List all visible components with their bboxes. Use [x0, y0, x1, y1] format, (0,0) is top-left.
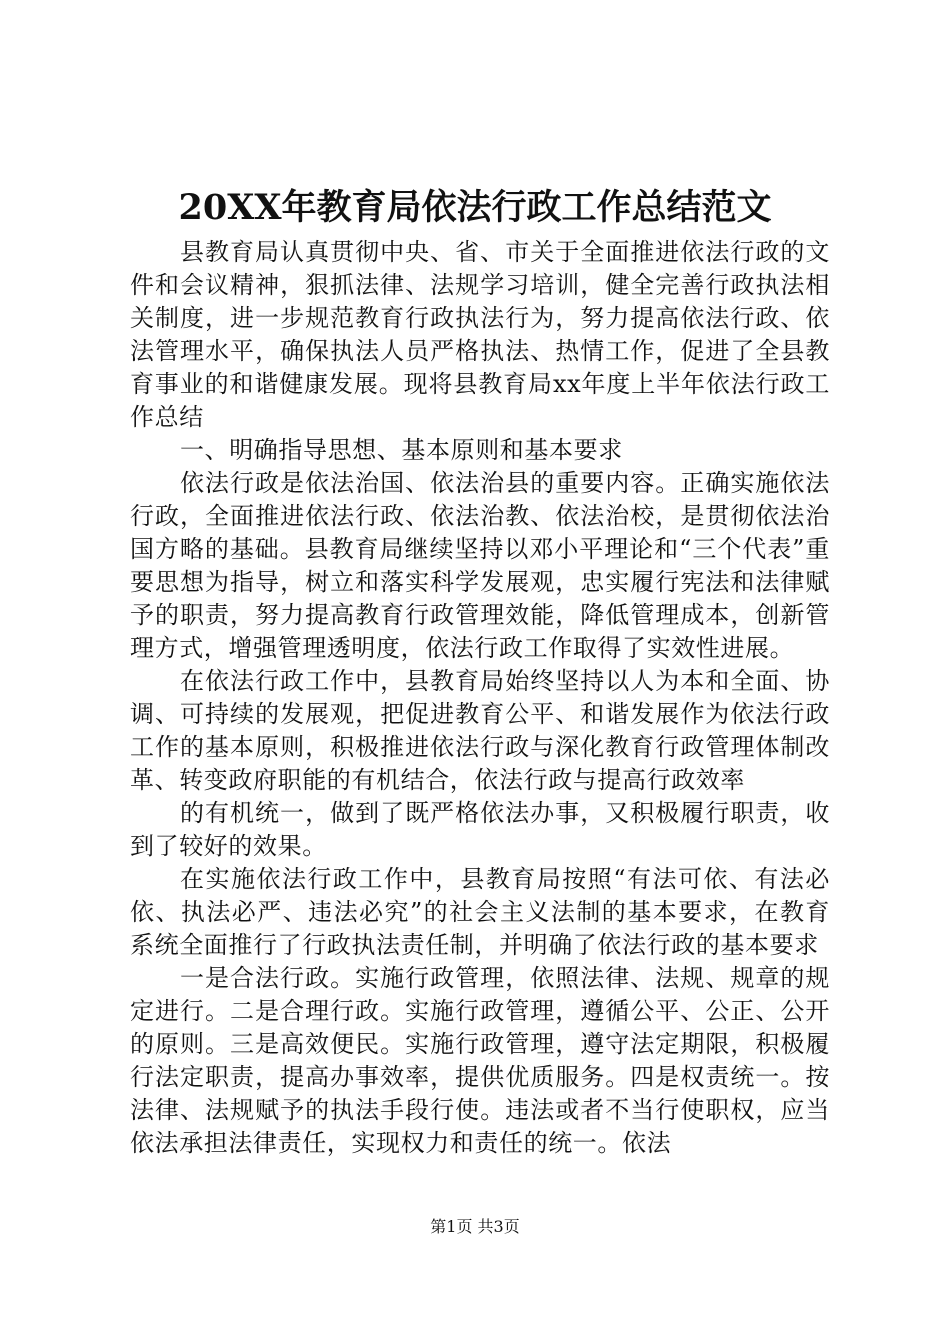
- section-heading: 一、明确指导思想、基本原则和基本要求: [180, 436, 623, 464]
- document-body: [130, 236, 830, 1160]
- paragraph: 一是合法行政。实施行政管理，依照法律、法规、规章的规定进行。二是合理行政。实施行政管理，遵循公平、公正、公开的原则。三是高效便民。实施行政管理，遵守法定期限，积极履行法定职责，提高办事效率，提供优质服务。四是权责统一。按法律、法规赋予的执法手段行使。违法或者不当行使职权，应当依法承担法律责任，实现权力和责任的统一。依法: [130, 964, 830, 1157]
- page-footer: 第1页 共3页: [430, 1217, 520, 1236]
- document-title: 20XX年教育局依法行政工作总结范文: [178, 187, 772, 228]
- paragraph: 县教育局认真贯彻中央、省、市关于全面推进依法行政的文件和会议精神，狠抓法律、法规学习培训，健全完善行政执法相关制度，进一步规范教育行政执法行为，努力提高依法行政、依法管理水平，确保执法人员严格执法、热情工作，促进了全县教育事业的和谐健康发展。现将县教育局xx年度上半年依法行政工作总结: [130, 238, 830, 431]
- paragraph: 在实施依法行政工作中，县教育局按照“有法可依、有法必依、执法必严、违法必究”的社会主义法制的基本要求，在教育系统全面推行了行政执法责任制，并明确了依法行政的基本要求: [130, 865, 830, 959]
- paragraph: 依法行政是依法治国、依法治县的重要内容。正确实施依法行政，全面推进依法行政、依法治教、依法治校，是贯彻依法治国方略的基础。县教育局继续坚持以邓小平理论和“三个代表”重要思想为指导，树立和落实科学发展观，忠实履行宪法和法律赋予的职责，努力提高教育行政管理效能，降低管理成本，创新管理方式，增强管理透明度，依法行政工作取得了实效性进展。: [130, 469, 830, 662]
- paragraph: 在依法行政工作中，县教育局始终坚持以人为本和全面、协调、可持续的发展观，把促进教育公平、和谐发展作为依法行政工作的基本原则，积极推进依法行政与深化教育行政管理体制改革、转变政府职能的有机结合，依法行政与提高行政效率: [130, 667, 830, 794]
- paragraph: 的有机统一，做到了既严格依法办事，又积极履行职责，收到了较好的效果。: [130, 799, 830, 860]
